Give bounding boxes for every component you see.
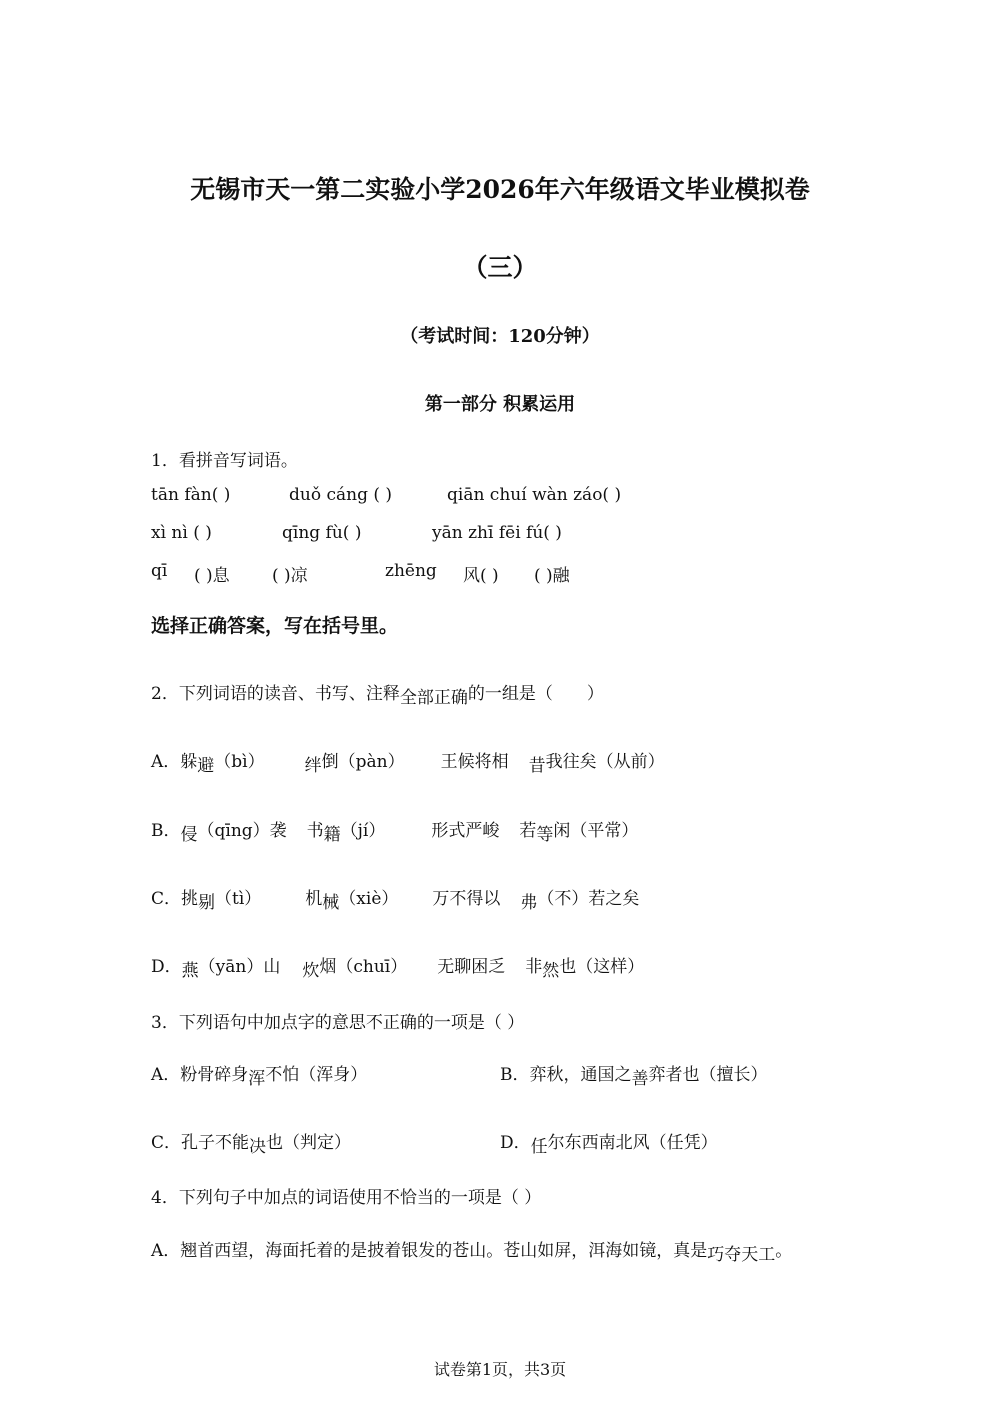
- q3-stem: 3．下列语句中加点字的意思不正确的一项是（ ）: [151, 1013, 525, 1033]
- q2-option-d[interactable]: D．燕（yān）山 炊烟（chuī） 无聊困乏 非然也（这样）: [151, 957, 645, 981]
- q1-row3-item2: ( )凉: [272, 566, 308, 586]
- q1-row3-item1: ( )息: [194, 566, 230, 586]
- page-title-sub: （三）: [462, 253, 538, 282]
- q1-row1-item1: tān fàn( ): [151, 485, 231, 505]
- q1-row3-item4: ( )融: [534, 566, 570, 586]
- q1-row1-item2: duǒ cáng ( ): [289, 485, 393, 505]
- page-title: 无锡市天一第二实验小学2026年六年级语文毕业模拟卷: [190, 175, 810, 204]
- page-footer: 试卷第1页，共3页: [433, 1360, 567, 1379]
- q2-option-b[interactable]: B．侵（qīng）袭 书籍（jí） 形式严峻 若等闲（平常）: [151, 821, 639, 845]
- q1-row3-pinyin1: qī: [151, 561, 168, 581]
- section-heading: 选择正确答案，写在括号里。: [151, 615, 399, 637]
- q4-stem: 4．下列句子中加点的词语使用不恰当的一项是（ ）: [151, 1188, 542, 1208]
- q1-row2-item1: xì nì ( ): [151, 523, 212, 543]
- q2-option-a[interactable]: A．躲避（bì） 绊倒（pàn） 王候将相 昔我往矣（从前）: [151, 752, 665, 776]
- q4-option-a[interactable]: A．翘首西望，海面托着的是披着银发的苍山。苍山如屏，洱海如镜，真是巧夺天工。: [151, 1241, 793, 1265]
- exam-time: （考试时间：120分钟）: [400, 326, 600, 347]
- part-heading: 第一部分 积累运用: [424, 394, 576, 415]
- q1-row3-pinyin2: zhēng: [385, 561, 437, 581]
- q2-stem: 2．下列词语的读音、书写、注释全部正确的一组是（ ）: [151, 684, 604, 708]
- q2-option-c[interactable]: C．挑剔（tì） 机械（xiè） 万不得以 弗（不）若之矣: [151, 889, 640, 913]
- q3-option-d[interactable]: D．任尔东西南北风（任凭）: [500, 1133, 718, 1157]
- q1-row1-item3: qiān chuí wàn záo( ): [447, 485, 622, 505]
- q3-option-c[interactable]: C．孔子不能决也（判定）: [151, 1133, 352, 1157]
- q3-option-a[interactable]: A．粉骨碎身浑不怕（浑身）: [151, 1065, 368, 1089]
- q1-stem: 1．看拼音写词语。: [151, 451, 298, 471]
- q1-row3-item3: 风( ): [463, 566, 499, 586]
- q1-row2-item2: qīng fù( ): [282, 523, 362, 543]
- q1-row2-item3: yān zhī fēi fú( ): [432, 523, 562, 543]
- q3-option-b[interactable]: B．弈秋，通国之善弈者也（擅长）: [500, 1065, 768, 1089]
